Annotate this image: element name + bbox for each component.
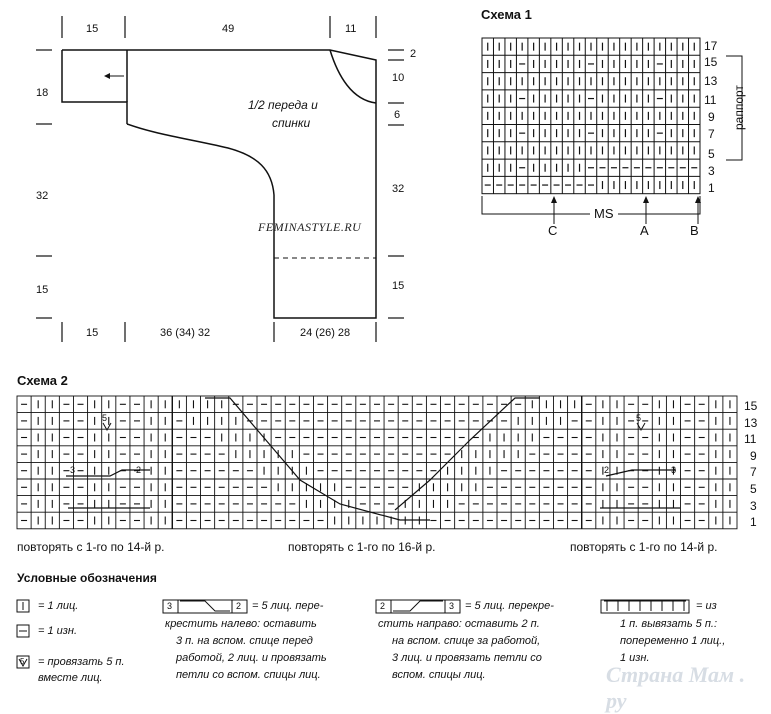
legend-cross-right-l5: вспом. спицы лиц. xyxy=(392,669,486,681)
site-watermark: Страна Мам . ру xyxy=(606,662,746,713)
s1-row-11: 11 xyxy=(704,93,717,107)
legend-title: Условные обозначения xyxy=(17,571,157,585)
legend-cross-left-l5: петли со вспом. спицы лиц. xyxy=(176,669,321,681)
s1-row-3: 3 xyxy=(708,164,715,178)
right-height-1: 2 xyxy=(410,48,417,60)
legend-sym-3-left: 3 xyxy=(167,601,173,611)
s1-row-1: 1 xyxy=(708,181,715,195)
s1-row-15: 15 xyxy=(704,55,718,69)
bottom-width-3: 24 (26) 28 xyxy=(300,327,351,339)
legend-inc5-l1: = из xyxy=(696,600,717,612)
bottom-width-2: 36 (34) 32 xyxy=(160,327,211,339)
s2-row-7: 7 xyxy=(750,465,757,479)
left-height-3: 15 xyxy=(36,284,49,296)
left-height-1: 18 xyxy=(36,87,49,99)
legend-cross-right-l3: на вспом. спице за работой, xyxy=(392,635,541,647)
s2-symbol-5-right: 5 xyxy=(636,413,642,423)
right-height-3: 6 xyxy=(394,109,401,121)
legend-dec5-l2: вместе лиц. xyxy=(38,672,103,684)
s1-row-17: 17 xyxy=(704,39,718,53)
legend-cross-left-l4: работой, 2 лиц. и провязать xyxy=(176,652,327,664)
s1-row-13: 13 xyxy=(704,74,718,88)
legend-sym-5: 5 xyxy=(20,657,25,666)
legend-cross-right-l1: = 5 лиц. перекре- xyxy=(465,600,554,612)
legend-sym-2-right: 2 xyxy=(380,601,386,611)
rapport-label: раппорт xyxy=(732,85,746,130)
top-width-2: 49 xyxy=(222,23,235,35)
s1-row-5: 5 xyxy=(708,147,715,161)
legend-inc5-l3: попеременно 1 лиц., xyxy=(620,635,726,647)
marker-c: C xyxy=(548,223,558,238)
ms-label: MS xyxy=(594,206,614,221)
legend-cross-left-l3: 3 п. на вспом. спице перед xyxy=(176,635,313,647)
repeat-mid-label: повторять с 1-го по 16-й р. xyxy=(288,540,436,554)
legend-cross-left-l2: крестить налево: оставить xyxy=(165,618,317,630)
s2-symbol-2-left: 2 xyxy=(136,465,142,475)
s2-row-15: 15 xyxy=(744,399,758,413)
s2-row-13: 13 xyxy=(744,416,758,430)
legend-purl: = 1 изн. xyxy=(38,625,77,637)
s1-row-7: 7 xyxy=(708,127,715,141)
top-width-3: 11 xyxy=(345,23,357,35)
repeat-right-label: повторять с 1-го по 14-й р. xyxy=(570,540,718,554)
piece-label-line2: спинки xyxy=(272,116,311,130)
s2-row-3: 3 xyxy=(750,499,757,513)
repeat-left-label: повторять с 1-го по 14-й р. xyxy=(17,540,165,554)
marker-b: B xyxy=(690,223,699,238)
bottom-width-1: 15 xyxy=(86,327,99,339)
legend-knit: = 1 лиц. xyxy=(38,600,79,612)
right-height-5: 15 xyxy=(392,280,405,292)
legend-cross-left-l1: = 5 лиц. пере- xyxy=(252,600,324,612)
piece-label-line1: 1/2 переда и xyxy=(248,98,318,112)
s2-symbol-3-right: 3 xyxy=(671,465,677,475)
s2-row-11: 11 xyxy=(744,432,757,446)
legend-cross-right-l2: стить направо: оставить 2 п. xyxy=(378,618,540,630)
legend-inc5-l4: 1 изн. xyxy=(620,652,650,664)
right-height-2: 10 xyxy=(392,72,405,84)
legend-sym-2-left: 2 xyxy=(236,601,242,611)
schema2-title: Схема 2 xyxy=(17,373,68,388)
legend-cross-right-l4: 3 лиц. и провязать петли со xyxy=(392,652,542,664)
right-height-4: 32 xyxy=(392,183,405,195)
feminastyle-watermark: FEMINASTYLE.RU xyxy=(258,220,362,234)
s2-symbol-3-left: 3 xyxy=(70,465,76,475)
legend-inc5-l2: 1 п. вывязать 5 п.: xyxy=(620,618,718,630)
s2-symbol-5-left: 5 xyxy=(102,413,108,423)
marker-a: A xyxy=(640,223,649,238)
legend-dec5-l1: = провязать 5 п. xyxy=(38,656,125,668)
top-width-1: 15 xyxy=(86,23,99,35)
schema1-title: Схема 1 xyxy=(481,7,532,22)
left-height-2: 32 xyxy=(36,190,49,202)
s2-row-9: 9 xyxy=(750,449,757,463)
legend-sym-3-right: 3 xyxy=(449,601,455,611)
s2-symbol-2-right: 2 xyxy=(604,465,610,475)
s2-row-5: 5 xyxy=(750,482,757,496)
s1-row-9: 9 xyxy=(708,110,715,124)
s2-row-1: 1 xyxy=(750,515,757,529)
